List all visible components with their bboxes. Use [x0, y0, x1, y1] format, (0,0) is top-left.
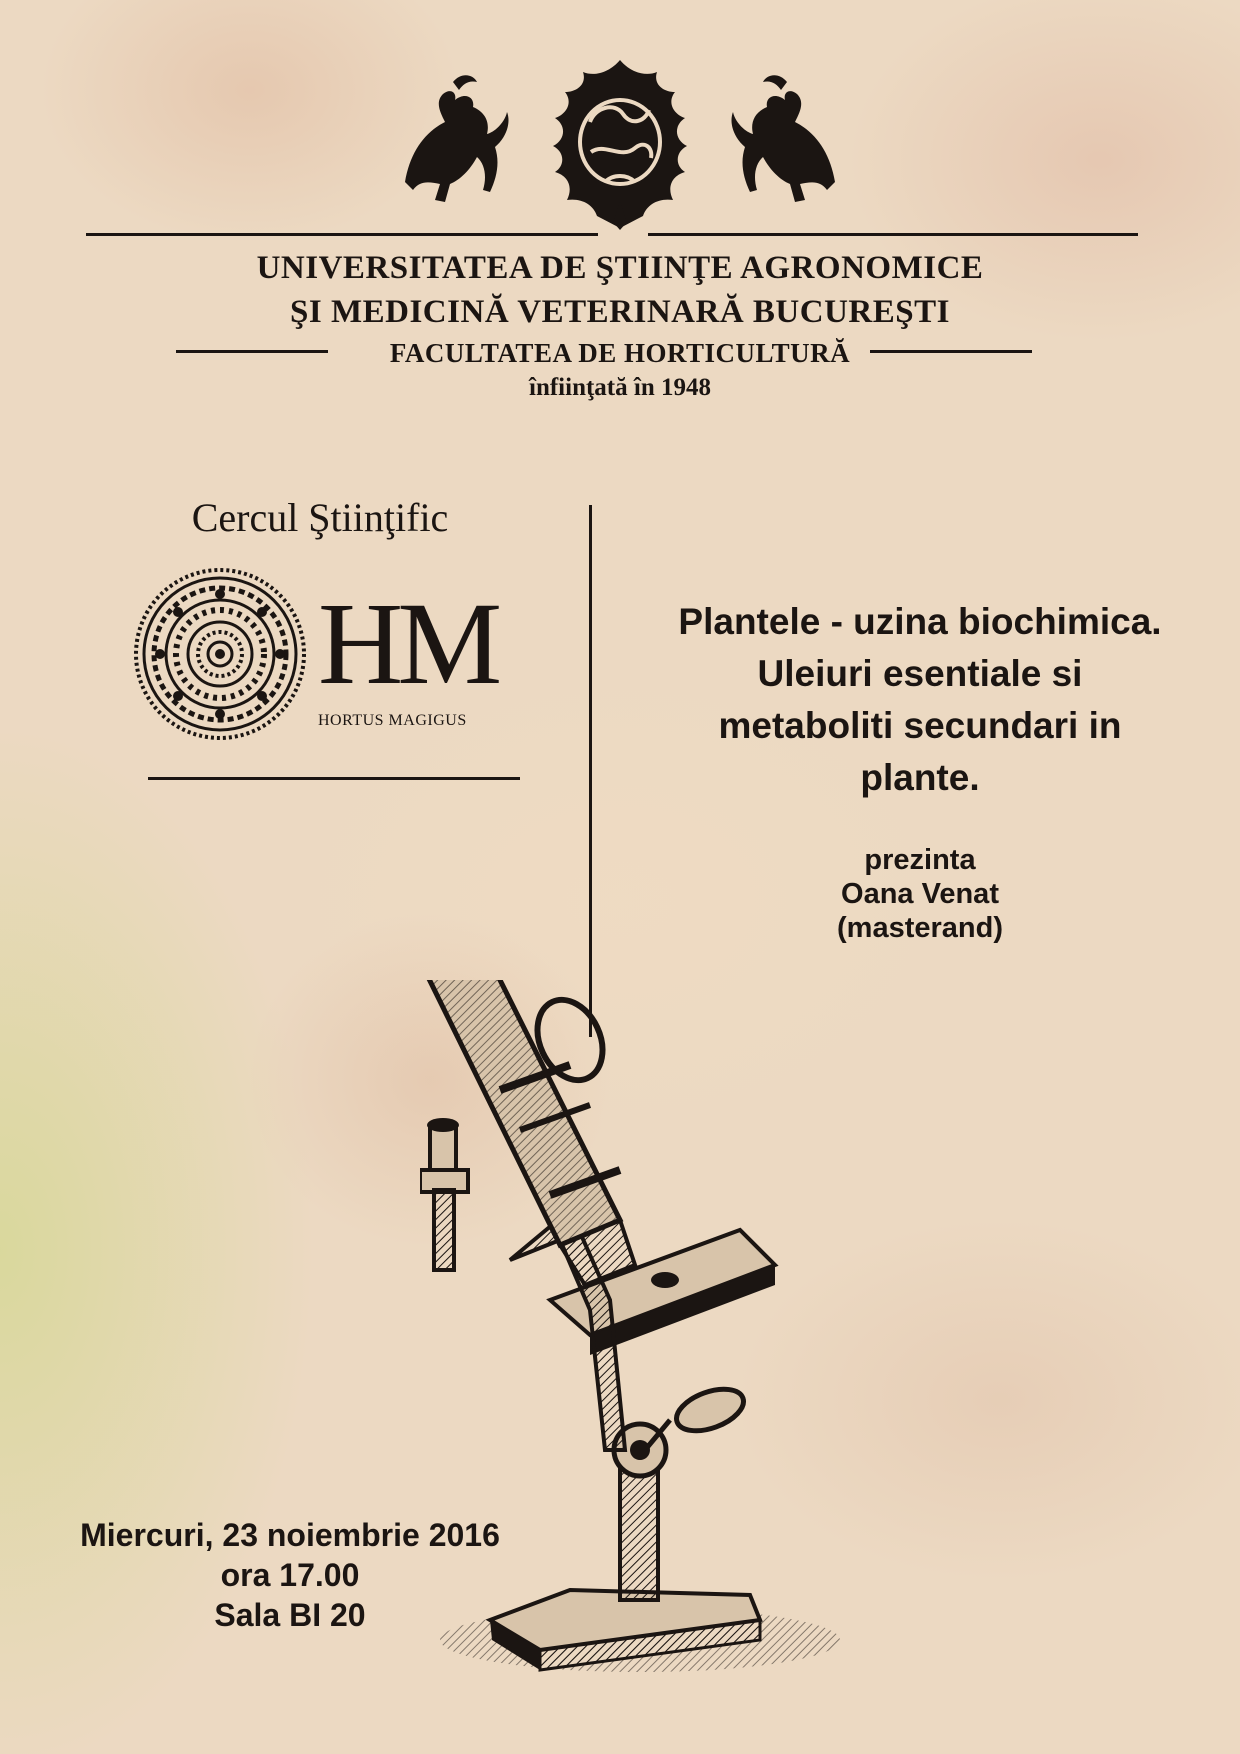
presents-label: prezinta — [864, 844, 976, 876]
talk-title-line: metaboliti secundari in — [718, 705, 1122, 746]
faculty-name: FACULTATEA DE HORTICULTURĂ — [389, 338, 851, 368]
university-name-line2: ŞI MEDICINĂ VETERINARĂ BUCUREŞTI — [290, 294, 950, 330]
circle-title: Cercul Ştiinţific — [191, 495, 449, 540]
talk-title-line: Uleiuri esentiale si — [757, 653, 1083, 694]
vertical-divider — [589, 505, 592, 1037]
talk-title-line: plante. — [860, 757, 980, 798]
faculty-rule-right — [870, 350, 1032, 353]
founded-year: înfiinţată în 1948 — [529, 374, 711, 401]
talk-title-line: Plantele - uzina biochimica. — [678, 601, 1162, 642]
circle-rule — [148, 777, 520, 780]
hm-logo-subtitle: HORTUS MAGIGUS — [318, 712, 467, 729]
talk-title — [600, 596, 1240, 804]
presenter-name: Oana Venat — [841, 878, 999, 910]
heraldic-crest-icon — [395, 52, 845, 232]
mandala-icon — [132, 566, 308, 742]
top-rule-left — [86, 233, 598, 236]
university-name-line1: UNIVERSITATEA DE ŞTIINŢE AGRONOMICE — [256, 250, 984, 286]
event-date: Miercuri, 23 noiembrie 2016 — [80, 1517, 500, 1553]
hm-logo-letters: HM — [318, 578, 497, 709]
presenter-role: (masterand) — [837, 912, 1003, 944]
top-rule-right — [648, 233, 1138, 236]
presenter-block — [600, 843, 1240, 945]
event-time: ora 17.00 — [220, 1557, 360, 1593]
event-room: Sala BI 20 — [214, 1597, 366, 1633]
event-details — [40, 1515, 540, 1635]
